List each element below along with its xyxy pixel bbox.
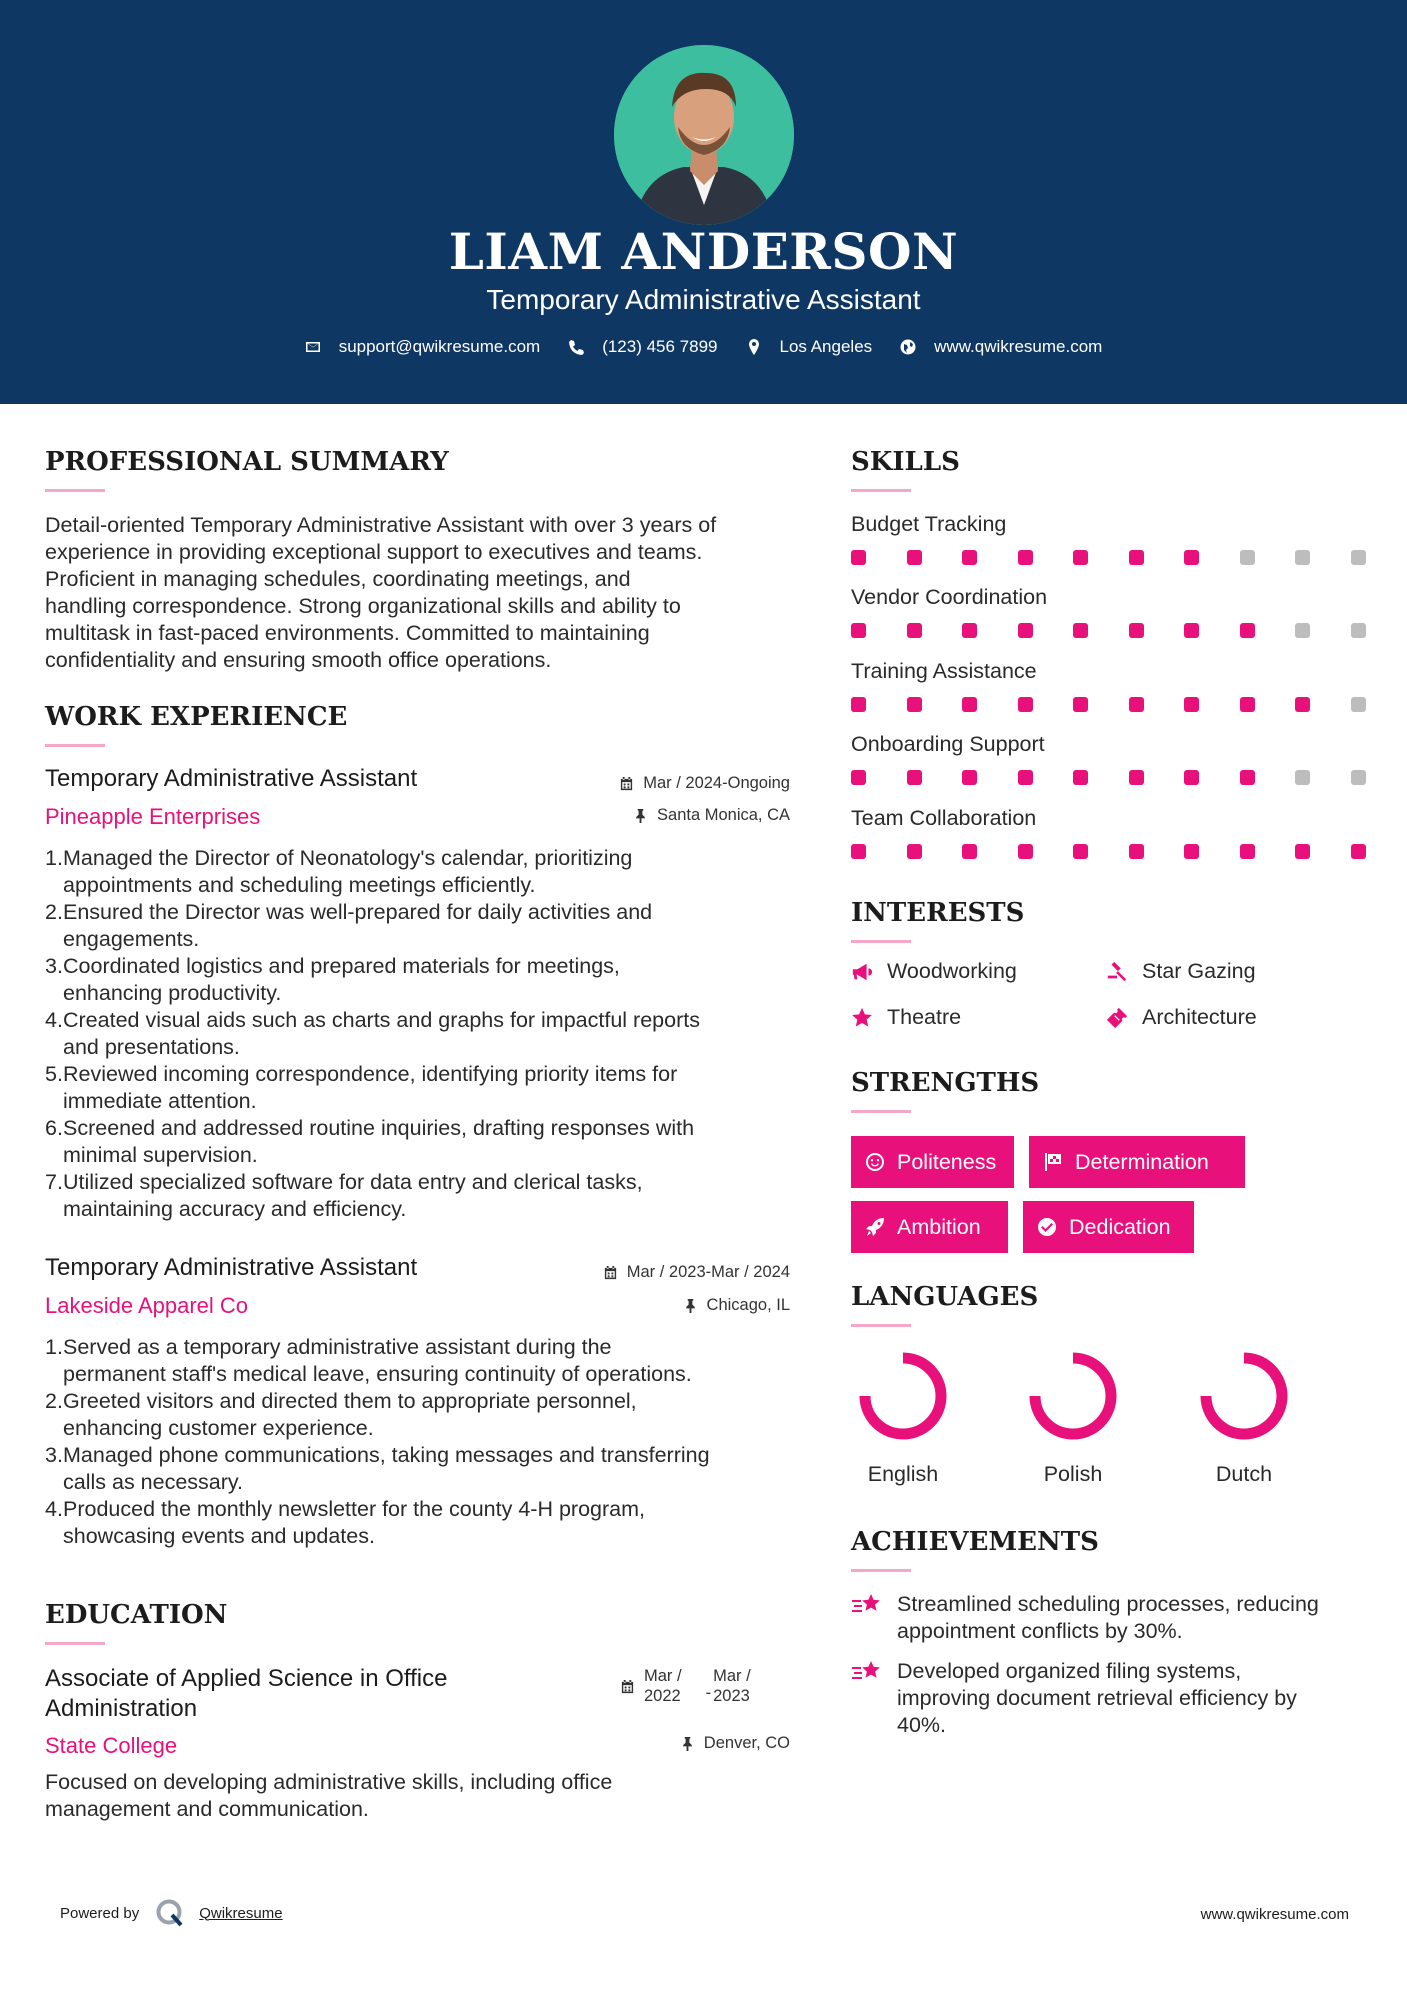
list-item-line: maintaining accuracy and efficiency. xyxy=(63,1197,407,1221)
footer-website[interactable]: www.qwikresume.com xyxy=(1200,1906,1349,1923)
check-circle-icon xyxy=(1037,1217,1057,1237)
achievements-heading: ACHIEVEMENTS xyxy=(851,1527,1099,1557)
strength-label: Determination xyxy=(1075,1149,1209,1174)
skill-dot-empty xyxy=(1351,623,1366,638)
job-company: Lakeside Apparel Co xyxy=(45,1293,249,1318)
list-item-line: showcasing events and updates. xyxy=(63,1524,375,1548)
interest-label: Star Gazing xyxy=(1142,959,1256,983)
date-end-month: Mar / xyxy=(713,1667,751,1685)
education-underline xyxy=(45,1642,105,1645)
list-item-line: Screened and addressed routine inquiries, drafting responses with xyxy=(63,1116,695,1140)
degree-title xyxy=(45,1664,447,1724)
list-item-line: Created visual aids such as charts and graphs for impactful reports xyxy=(63,1008,700,1032)
skill-dot-empty xyxy=(1295,623,1310,638)
skill-dot-filled xyxy=(1240,844,1255,859)
languages-underline xyxy=(851,1324,911,1327)
languages-heading: LANGUAGES xyxy=(851,1282,1039,1312)
date-end-year: 2023 xyxy=(713,1687,750,1705)
job-date-text: Mar / 2024-Ongoing xyxy=(643,774,790,792)
megaphone-icon xyxy=(851,961,873,983)
list-item-line: Served as a temporary administrative assistant during the xyxy=(63,1335,612,1359)
skill-dot-empty xyxy=(1295,770,1310,785)
shooting-star-icon xyxy=(851,1658,883,1686)
pushpin-icon xyxy=(680,1736,695,1751)
education-date-start xyxy=(644,1666,682,1706)
strengths-underline xyxy=(851,1110,911,1113)
skill-rating xyxy=(851,697,1406,712)
interest-label: Woodworking xyxy=(887,959,1017,983)
skills-underline xyxy=(851,489,911,492)
skill-name: Vendor Coordination xyxy=(851,585,1048,609)
education-date xyxy=(620,1666,751,1706)
list-item: 2. Greeted visitors and directed them to appropriate personnel, enhancing customer experience. xyxy=(45,1389,637,1440)
language-item xyxy=(1013,1346,1133,1487)
summary-line: multitask in fast-paced environments. Committed to maintaining xyxy=(45,621,650,645)
date-start-month: Mar / xyxy=(644,1667,682,1685)
smile-icon xyxy=(865,1152,885,1172)
powered-by-text: Powered by xyxy=(60,1904,140,1922)
list-item-line: Reviewed incoming correspondence, identifying priority items for xyxy=(63,1062,678,1086)
strength-tag xyxy=(851,1136,1014,1188)
list-item: 7. Utilized specialized software for data entry and clerical tasks, maintaining accuracy and efficiency. xyxy=(45,1170,643,1221)
achievement-line: Developed organized filing systems, xyxy=(897,1659,1242,1683)
summary-text xyxy=(45,512,805,674)
skill-dot-filled xyxy=(1018,623,1033,638)
education-location-text: Denver, CO xyxy=(703,1734,790,1752)
skill-dot-filled xyxy=(962,697,977,712)
list-item-line: Managed phone communications, taking messages and transferring xyxy=(63,1443,710,1467)
education-heading: EDUCATION xyxy=(45,1600,228,1630)
skill-dot-filled xyxy=(1129,550,1144,565)
degree-line: Associate of Applied Science in Office xyxy=(45,1665,448,1692)
interests-underline xyxy=(851,940,911,943)
contact-website-text: www.qwikresume.com xyxy=(934,337,1103,356)
skill-dot-filled xyxy=(1073,844,1088,859)
job-date-text: Mar / 2023-Mar / 2024 xyxy=(626,1263,790,1281)
list-item-line: calls as necessary. xyxy=(63,1470,244,1494)
map-pin-icon xyxy=(746,339,762,355)
skill-dot-filled xyxy=(907,550,922,565)
summary-underline xyxy=(45,489,105,492)
contact-bar xyxy=(0,337,1407,357)
calendar-icon xyxy=(619,776,634,791)
footer-powered-by xyxy=(60,1898,283,1928)
list-item: 3. Managed phone communications, taking messages and transferring calls as necessary. xyxy=(45,1443,710,1494)
skill-rating xyxy=(851,623,1406,638)
education-desc-line: Focused on developing administrative skills, including office xyxy=(45,1770,613,1794)
list-item: 1. Managed the Director of Neonatology's calendar, prioritizing appointments and scheduling meetings efficiently. xyxy=(45,846,633,897)
summary-heading: PROFESSIONAL SUMMARY xyxy=(45,447,449,477)
education-description xyxy=(45,1769,805,1823)
skill-dot-filled xyxy=(1073,697,1088,712)
achievement-line: improving document retrieval efficiency by xyxy=(897,1686,1297,1710)
candidate-name: LIAM ANDERSON xyxy=(448,222,959,281)
interest-item xyxy=(1106,1005,1257,1030)
achievement-line: appointment conflicts by 30%. xyxy=(897,1619,1183,1643)
strength-tag xyxy=(851,1201,1008,1253)
flag-icon xyxy=(1043,1152,1063,1172)
skill-dot-empty xyxy=(1295,550,1310,565)
language-level-ring xyxy=(853,1346,953,1446)
list-item-line: permanent staff's medical leave, ensuring continuity of operations. xyxy=(63,1362,692,1386)
list-item-line: engagements. xyxy=(63,927,200,951)
interest-item xyxy=(1106,959,1256,984)
skill-dot-filled xyxy=(1184,623,1199,638)
list-item: 1. Served as a temporary administrative assistant during the permanent staff's medical leave, ensuring continuity of operations. xyxy=(45,1335,692,1386)
strength-tag xyxy=(1029,1136,1245,1188)
strength-label: Ambition xyxy=(897,1214,981,1239)
strengths-heading: STRENGTHS xyxy=(851,1068,1040,1098)
list-item: 3. Coordinated logistics and prepared materials for meetings, enhancing productivity. xyxy=(45,954,620,1005)
skill-dot-filled xyxy=(1240,770,1255,785)
strength-label: Politeness xyxy=(897,1149,997,1174)
skill-name: Team Collaboration xyxy=(851,806,1037,830)
interest-label: Theatre xyxy=(887,1005,962,1029)
skill-dot-filled xyxy=(1351,844,1366,859)
skill-dot-empty xyxy=(1351,550,1366,565)
skill-rating xyxy=(851,770,1406,785)
qwikresume-logo-icon xyxy=(155,1898,185,1928)
skill-dot-filled xyxy=(1129,623,1144,638)
list-item-line: Coordinated logistics and prepared materials for meetings, xyxy=(63,954,620,978)
skill-dot-filled xyxy=(962,770,977,785)
contact-website[interactable] xyxy=(900,337,1102,357)
skill-dot-filled xyxy=(851,623,866,638)
contact-location-text: Los Angeles xyxy=(779,337,873,356)
skill-dot-filled xyxy=(851,844,866,859)
skill-name: Training Assistance xyxy=(851,659,1037,683)
resume-header xyxy=(0,0,1407,404)
list-item: 4. Produced the monthly newsletter for the county 4-H program, showcasing events and updates. xyxy=(45,1497,645,1548)
interest-item xyxy=(851,1005,961,1030)
skill-dot-filled xyxy=(962,623,977,638)
skill-dot-filled xyxy=(907,770,922,785)
list-item-line: Ensured the Director was well-prepared for daily activities and xyxy=(63,900,653,924)
interests-heading: INTERESTS xyxy=(851,898,1025,928)
rocket-icon xyxy=(865,1217,885,1237)
skill-dot-filled xyxy=(1184,844,1199,859)
skill-dot-filled xyxy=(1184,697,1199,712)
skill-dot-filled xyxy=(1184,550,1199,565)
contact-email-text: support@qwikresume.com xyxy=(338,337,541,356)
strength-tag xyxy=(1023,1201,1194,1253)
date-start-year: 2022 xyxy=(644,1687,681,1705)
summary-line: Detail-oriented Temporary Administrative Assistant with over 3 years of xyxy=(45,513,717,537)
job-company: Pineapple Enterprises xyxy=(45,804,261,829)
job-location xyxy=(560,806,790,825)
language-name: English xyxy=(867,1462,939,1486)
language-level-ring xyxy=(1194,1346,1294,1446)
list-item-line: Managed the Director of Neonatology's calendar, prioritizing xyxy=(63,846,633,870)
degree-line: Administration xyxy=(45,1695,198,1722)
list-item: 6. Screened and addressed routine inquiries, drafting responses with minimal supervision. xyxy=(45,1116,695,1167)
list-item-line: Greeted visitors and directed them to appropriate personnel, xyxy=(63,1389,637,1413)
summary-line: Proficient in managing schedules, coordinating meetings, and xyxy=(45,567,631,591)
achievement-line: 40%. xyxy=(897,1713,947,1737)
candidate-title: Temporary Administrative Assistant xyxy=(486,284,921,315)
calendar-icon xyxy=(620,1679,635,1694)
skill-rating xyxy=(851,550,1406,565)
skill-dot-filled xyxy=(1018,550,1033,565)
list-item: 2. Ensured the Director was well-prepared for daily activities and engagements. xyxy=(45,900,653,951)
education-location xyxy=(560,1734,790,1753)
job-location-text: Chicago, IL xyxy=(706,1296,790,1314)
job-title: Temporary Administrative Assistant xyxy=(45,765,418,792)
interest-label: Architecture xyxy=(1142,1005,1257,1029)
list-item-line: immediate attention. xyxy=(63,1089,257,1113)
envelope-icon xyxy=(305,339,321,355)
skill-dot-filled xyxy=(1018,697,1033,712)
list-item-line: Utilized specialized software for data entry and clerical tasks, xyxy=(63,1170,643,1194)
pushpin-icon xyxy=(633,808,648,823)
skill-dot-filled xyxy=(1073,623,1088,638)
brand-link[interactable]: Qwikresume xyxy=(199,1904,283,1922)
experience-underline xyxy=(45,744,105,747)
interest-item xyxy=(851,959,1017,984)
phone-icon xyxy=(568,339,584,355)
achievement-line: Streamlined scheduling processes, reducing xyxy=(897,1592,1319,1616)
avatar-illustration xyxy=(614,45,794,225)
job-title: Temporary Administrative Assistant xyxy=(45,1254,418,1281)
list-item-line: minimal supervision. xyxy=(63,1143,258,1167)
achievement-item xyxy=(851,1591,1371,1645)
language-name: Polish xyxy=(1043,1462,1103,1486)
job-location-text: Santa Monica, CA xyxy=(657,806,790,824)
skill-dot-filled xyxy=(851,697,866,712)
list-item-line: appointments and scheduling meetings efficiently. xyxy=(63,873,536,897)
job-duties xyxy=(45,1334,805,1550)
contact-email[interactable] xyxy=(305,337,541,357)
summary-line: confidentiality and ensuring smooth office operations. xyxy=(45,648,552,672)
education-date-end xyxy=(713,1666,751,1706)
list-item-line: Produced the monthly newsletter for the county 4-H program, xyxy=(63,1497,645,1521)
skill-dot-filled xyxy=(1073,770,1088,785)
strength-label: Dedication xyxy=(1069,1214,1171,1239)
skill-dot-filled xyxy=(1129,844,1144,859)
globe-icon xyxy=(900,339,916,355)
skill-dot-empty xyxy=(1240,550,1255,565)
skill-dot-filled xyxy=(1240,697,1255,712)
calendar-icon xyxy=(603,1265,618,1280)
job-location xyxy=(560,1296,790,1315)
skill-dot-empty xyxy=(1351,770,1366,785)
date-separator: - xyxy=(705,1684,712,1702)
skill-dot-filled xyxy=(851,550,866,565)
profile-photo xyxy=(614,45,794,225)
summary-line: experience in providing exceptional support to executives and teams. xyxy=(45,540,703,564)
contact-phone[interactable] xyxy=(568,337,717,357)
skill-dot-filled xyxy=(907,697,922,712)
skill-dot-filled xyxy=(1018,844,1033,859)
language-item xyxy=(843,1346,963,1487)
skill-dot-filled xyxy=(1295,697,1310,712)
education-desc-line: management and communication. xyxy=(45,1797,369,1821)
skill-dot-empty xyxy=(1351,697,1366,712)
contact-location xyxy=(746,337,873,357)
list-item: 5. Reviewed incoming correspondence, identifying priority items for immediate attention. xyxy=(45,1062,678,1113)
skill-dot-filled xyxy=(962,844,977,859)
shooting-star-icon xyxy=(851,1591,883,1619)
skill-dot-filled xyxy=(907,623,922,638)
skill-dot-filled xyxy=(1129,770,1144,785)
achievements-underline xyxy=(851,1569,911,1572)
achievement-item xyxy=(851,1658,1371,1739)
skill-dot-filled xyxy=(962,550,977,565)
skill-name: Budget Tracking xyxy=(851,512,1007,536)
skill-dot-filled xyxy=(1295,844,1310,859)
skill-dot-filled xyxy=(1184,770,1199,785)
summary-line: handling correspondence. Strong organizational skills and ability to xyxy=(45,594,681,618)
list-item-line: enhancing customer experience. xyxy=(63,1416,374,1440)
language-item xyxy=(1184,1346,1304,1487)
list-item: 4. Created visual aids such as charts and graphs for impactful reports and presentations. xyxy=(45,1008,700,1059)
gavel-icon xyxy=(1106,961,1128,983)
list-item-line: and presentations. xyxy=(63,1035,240,1059)
skill-dot-filled xyxy=(851,770,866,785)
skill-rating xyxy=(851,844,1406,859)
school-name: State College xyxy=(45,1733,178,1758)
skill-dot-filled xyxy=(907,844,922,859)
language-name: Dutch xyxy=(1215,1462,1273,1486)
skill-name: Onboarding Support xyxy=(851,732,1045,756)
skill-dot-filled xyxy=(1018,770,1033,785)
skill-dot-filled xyxy=(1240,623,1255,638)
skill-dot-filled xyxy=(1129,697,1144,712)
ticket-icon xyxy=(1106,1007,1128,1029)
job-date xyxy=(560,1263,790,1282)
experience-heading: WORK EXPERIENCE xyxy=(45,702,348,732)
job-duties xyxy=(45,845,805,1223)
skill-dot-filled xyxy=(1073,550,1088,565)
skills-heading: SKILLS xyxy=(851,447,960,477)
job-date xyxy=(560,774,790,793)
contact-phone-text: (123) 456 7899 xyxy=(602,337,718,356)
star-icon xyxy=(851,1007,873,1029)
list-item-line: enhancing productivity. xyxy=(63,981,282,1005)
pushpin-icon xyxy=(683,1298,698,1313)
language-level-ring xyxy=(1023,1346,1123,1446)
